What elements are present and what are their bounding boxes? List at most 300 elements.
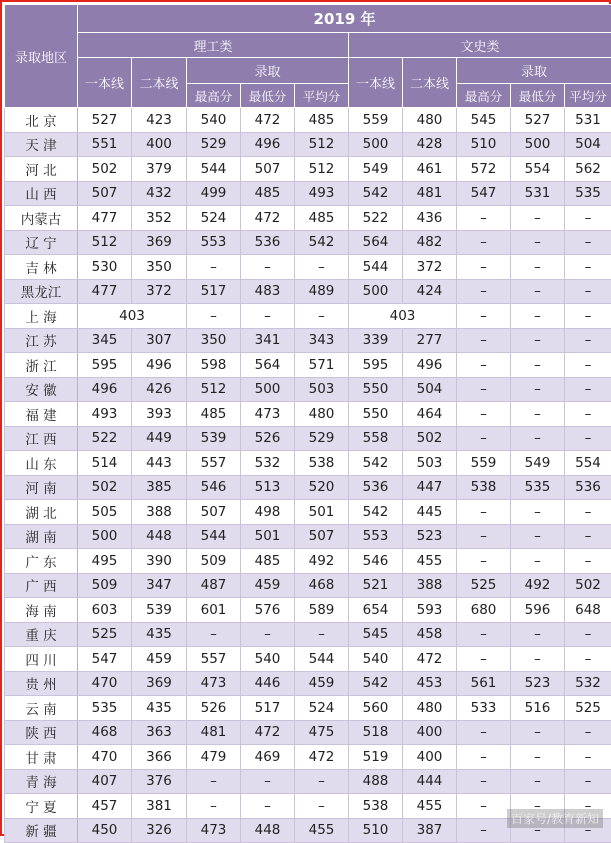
science-score-cell: 485 [241, 549, 295, 574]
arts-score-cell: 554 [511, 157, 565, 182]
science-score-cell: 603 [78, 598, 132, 623]
science-score-cell: 564 [241, 353, 295, 378]
arts-score-cell: 518 [349, 720, 403, 745]
arts-score-cell: 492 [511, 573, 565, 598]
arts-score-cell: 504 [403, 377, 457, 402]
science-score-cell: 432 [132, 181, 187, 206]
arts-score-cell: 400 [403, 745, 457, 770]
science-score-cell: 514 [78, 451, 132, 476]
science-score-cell: 492 [295, 549, 349, 574]
table-row [5, 426, 611, 451]
arts-score-cell: – [457, 745, 511, 770]
table-row [5, 524, 611, 549]
science-max-header: 最高分 [187, 84, 241, 108]
arts-merged-line-cell: 403 [349, 304, 457, 329]
region-cell: 湖 南 [5, 524, 78, 549]
admission-score-table [4, 4, 611, 843]
science-score-cell: 507 [241, 157, 295, 182]
arts-score-cell: 461 [403, 157, 457, 182]
arts-score-cell: 531 [511, 181, 565, 206]
arts-score-cell: – [565, 402, 611, 427]
arts-score-cell: 453 [403, 671, 457, 696]
science-score-cell: – [295, 622, 349, 647]
science-score-cell: – [241, 769, 295, 794]
arts-score-cell: 596 [511, 598, 565, 623]
science-score-cell: 522 [78, 426, 132, 451]
arts-score-cell: 559 [349, 108, 403, 133]
science-score-cell: 493 [295, 181, 349, 206]
arts-score-cell: – [511, 426, 565, 451]
science-score-cell: 540 [187, 108, 241, 133]
arts-score-cell: – [457, 206, 511, 231]
arts-score-cell: – [511, 206, 565, 231]
arts-score-cell: – [565, 622, 611, 647]
science-score-cell: 544 [187, 524, 241, 549]
arts-score-cell: – [511, 255, 565, 280]
arts-score-cell: – [511, 500, 565, 525]
science-score-cell: 525 [78, 622, 132, 647]
watermark: 百家号/教育新知 [507, 809, 603, 828]
science-score-cell: 468 [295, 573, 349, 598]
arts-score-cell: 522 [349, 206, 403, 231]
science-merged-line-cell: 403 [78, 304, 187, 329]
science-score-cell: 498 [241, 500, 295, 525]
arts-score-cell: 436 [403, 206, 457, 231]
science-score-cell: 571 [295, 353, 349, 378]
science-score-cell: 500 [78, 524, 132, 549]
science-score-cell: 376 [132, 769, 187, 794]
science-score-cell: 489 [295, 279, 349, 304]
arts-score-cell: 549 [511, 451, 565, 476]
region-cell: 广 西 [5, 573, 78, 598]
arts-score-cell: 510 [457, 132, 511, 157]
science-score-cell: – [295, 794, 349, 819]
science-score-cell: 472 [241, 108, 295, 133]
region-cell: 江 西 [5, 426, 78, 451]
arts-score-cell: 521 [349, 573, 403, 598]
science-score-cell: – [187, 255, 241, 280]
arts-score-cell: 503 [403, 451, 457, 476]
science-score-cell: 350 [132, 255, 187, 280]
arts-score-cell: 510 [349, 818, 403, 843]
table-row [5, 671, 611, 696]
arts-score-cell: 536 [565, 475, 611, 500]
table-row [5, 475, 611, 500]
science-score-cell: 457 [78, 794, 132, 819]
science-score-cell: 512 [78, 230, 132, 255]
science-score-cell: 589 [295, 598, 349, 623]
arts-score-cell: – [511, 769, 565, 794]
arts-score-cell: 545 [349, 622, 403, 647]
arts-score-cell: 648 [565, 598, 611, 623]
arts-score-cell: – [565, 647, 611, 672]
science-score-cell: 530 [78, 255, 132, 280]
arts-tier2-header: 二本线 [403, 58, 457, 108]
table-row [5, 647, 611, 672]
arts-score-cell: 400 [403, 720, 457, 745]
science-score-cell: – [187, 769, 241, 794]
arts-score-cell: 464 [403, 402, 457, 427]
science-score-cell: 601 [187, 598, 241, 623]
science-score-cell: 517 [187, 279, 241, 304]
arts-score-cell: 523 [403, 524, 457, 549]
science-score-cell: 350 [187, 328, 241, 353]
arts-score-cell: 538 [349, 794, 403, 819]
science-score-cell: 426 [132, 377, 187, 402]
region-cell: 黑龙江 [5, 279, 78, 304]
science-score-cell: 507 [78, 181, 132, 206]
arts-score-cell: 542 [349, 671, 403, 696]
science-score-cell: 459 [241, 573, 295, 598]
science-score-cell: 540 [241, 647, 295, 672]
science-score-cell: 535 [78, 696, 132, 721]
science-score-cell: 363 [132, 720, 187, 745]
arts-score-cell: 562 [565, 157, 611, 182]
arts-score-cell: – [457, 720, 511, 745]
science-score-cell: – [295, 304, 349, 329]
science-score-cell: 446 [241, 671, 295, 696]
science-score-cell: 544 [295, 647, 349, 672]
arts-score-cell: 559 [457, 451, 511, 476]
science-score-cell: – [295, 769, 349, 794]
region-cell: 青 海 [5, 769, 78, 794]
science-score-cell: 400 [132, 132, 187, 157]
table-row [5, 745, 611, 770]
arts-score-cell: 564 [349, 230, 403, 255]
arts-score-cell: – [565, 255, 611, 280]
science-score-cell: – [241, 622, 295, 647]
arts-score-cell: – [457, 794, 511, 819]
region-cell: 新 疆 [5, 818, 78, 843]
arts-score-cell: 535 [511, 475, 565, 500]
table-row [5, 255, 611, 280]
science-score-cell: 455 [295, 818, 349, 843]
science-score-cell: 485 [241, 181, 295, 206]
arts-score-cell: 654 [349, 598, 403, 623]
arts-score-cell: 536 [349, 475, 403, 500]
science-score-cell: 449 [132, 426, 187, 451]
science-score-cell: 557 [187, 451, 241, 476]
arts-score-cell: – [565, 745, 611, 770]
science-group-header: 理工类 [78, 33, 349, 58]
science-score-cell: 512 [187, 377, 241, 402]
arts-score-cell: – [511, 720, 565, 745]
arts-score-cell: – [511, 549, 565, 574]
science-score-cell: 524 [295, 696, 349, 721]
arts-score-cell: – [457, 230, 511, 255]
arts-score-cell: – [511, 794, 565, 819]
table-row [5, 769, 611, 794]
arts-score-cell: 593 [403, 598, 457, 623]
arts-score-cell: – [511, 377, 565, 402]
arts-score-cell: 480 [403, 108, 457, 133]
arts-score-cell: – [457, 818, 511, 843]
arts-score-cell: – [565, 304, 611, 329]
science-score-cell: 595 [78, 353, 132, 378]
arts-admission-header: 录取 [457, 58, 611, 84]
arts-score-cell: 481 [403, 181, 457, 206]
arts-score-cell: – [457, 304, 511, 329]
science-score-cell: 526 [241, 426, 295, 451]
region-cell: 内蒙古 [5, 206, 78, 231]
science-score-cell: 472 [241, 206, 295, 231]
arts-score-cell: – [457, 769, 511, 794]
science-score-cell: 547 [78, 647, 132, 672]
region-cell: 湖 北 [5, 500, 78, 525]
region-cell: 上 海 [5, 304, 78, 329]
arts-score-cell: – [457, 328, 511, 353]
science-score-cell: 496 [78, 377, 132, 402]
arts-score-cell: – [565, 500, 611, 525]
science-score-cell: 459 [295, 671, 349, 696]
region-cell: 陕 西 [5, 720, 78, 745]
science-score-cell: 307 [132, 328, 187, 353]
arts-score-cell: – [565, 377, 611, 402]
arts-score-cell: 531 [565, 108, 611, 133]
science-score-cell: 407 [78, 769, 132, 794]
region-cell: 四 川 [5, 647, 78, 672]
table-body [5, 108, 611, 843]
science-score-cell: 472 [241, 720, 295, 745]
science-score-cell: 502 [78, 475, 132, 500]
table-row [5, 696, 611, 721]
science-score-cell: 443 [132, 451, 187, 476]
arts-score-cell: 595 [349, 353, 403, 378]
arts-score-cell: 500 [349, 132, 403, 157]
table-row [5, 573, 611, 598]
science-score-cell: 499 [187, 181, 241, 206]
arts-group-header: 文史类 [349, 33, 611, 58]
arts-score-cell: 572 [457, 157, 511, 182]
science-score-cell: 448 [241, 818, 295, 843]
arts-score-cell: 480 [403, 696, 457, 721]
arts-score-cell: 277 [403, 328, 457, 353]
science-score-cell: 500 [241, 377, 295, 402]
arts-score-cell: – [511, 353, 565, 378]
arts-score-cell: – [511, 328, 565, 353]
arts-score-cell: – [511, 279, 565, 304]
science-score-cell: 493 [78, 402, 132, 427]
science-min-header: 最低分 [241, 84, 295, 108]
science-score-cell: 480 [295, 402, 349, 427]
arts-score-cell: – [457, 524, 511, 549]
arts-score-cell: 547 [457, 181, 511, 206]
science-score-cell: 341 [241, 328, 295, 353]
table-row [5, 132, 611, 157]
arts-score-cell: 680 [457, 598, 511, 623]
science-score-cell: 481 [187, 720, 241, 745]
science-tier2-header: 二本线 [132, 58, 187, 108]
region-cell: 浙 江 [5, 353, 78, 378]
science-score-cell: 472 [295, 745, 349, 770]
science-score-cell: 326 [132, 818, 187, 843]
arts-score-cell: – [565, 279, 611, 304]
arts-score-cell: 502 [565, 573, 611, 598]
arts-score-cell: 542 [349, 451, 403, 476]
science-score-cell: 496 [241, 132, 295, 157]
region-cell: 重 庆 [5, 622, 78, 647]
science-score-cell: 495 [78, 549, 132, 574]
table-row [5, 230, 611, 255]
science-score-cell: 512 [295, 132, 349, 157]
science-score-cell: 470 [78, 671, 132, 696]
table-row [5, 304, 611, 329]
arts-score-cell: – [565, 818, 611, 843]
year-header: 2019 年 [78, 5, 611, 33]
table-row [5, 181, 611, 206]
arts-score-cell: – [457, 402, 511, 427]
arts-score-cell: – [457, 426, 511, 451]
science-score-cell: 483 [241, 279, 295, 304]
science-score-cell: 372 [132, 279, 187, 304]
science-score-cell: 473 [241, 402, 295, 427]
science-score-cell: 544 [187, 157, 241, 182]
region-cell: 贵 州 [5, 671, 78, 696]
arts-score-cell: 538 [457, 475, 511, 500]
table-row [5, 377, 611, 402]
arts-tier1-header: 一本线 [349, 58, 403, 108]
arts-score-cell: – [511, 304, 565, 329]
arts-score-cell: 561 [457, 671, 511, 696]
region-column-header: 录取地区 [5, 5, 78, 108]
arts-score-cell: 339 [349, 328, 403, 353]
science-score-cell: 539 [187, 426, 241, 451]
science-score-cell: 509 [78, 573, 132, 598]
arts-score-cell: 553 [349, 524, 403, 549]
science-score-cell: 393 [132, 402, 187, 427]
arts-score-cell: – [511, 402, 565, 427]
arts-score-cell: – [457, 647, 511, 672]
arts-score-cell: – [565, 524, 611, 549]
science-score-cell: 485 [295, 108, 349, 133]
science-score-cell: 381 [132, 794, 187, 819]
science-score-cell: – [241, 255, 295, 280]
arts-score-cell: 523 [511, 671, 565, 696]
arts-score-cell: – [565, 549, 611, 574]
region-cell: 江 苏 [5, 328, 78, 353]
arts-score-cell: 525 [565, 696, 611, 721]
science-score-cell: 345 [78, 328, 132, 353]
region-cell: 河 南 [5, 475, 78, 500]
region-cell: 山 西 [5, 181, 78, 206]
arts-score-cell: – [511, 745, 565, 770]
region-cell: 海 南 [5, 598, 78, 623]
science-score-cell: 459 [132, 647, 187, 672]
region-cell: 吉 林 [5, 255, 78, 280]
science-score-cell: 469 [241, 745, 295, 770]
science-score-cell: 539 [132, 598, 187, 623]
arts-score-cell: – [457, 622, 511, 647]
science-score-cell: 385 [132, 475, 187, 500]
science-tier1-header: 一本线 [78, 58, 132, 108]
arts-score-cell: 533 [457, 696, 511, 721]
region-cell: 辽 宁 [5, 230, 78, 255]
arts-avg-header: 平均分 [565, 84, 611, 108]
arts-score-cell: 550 [349, 402, 403, 427]
science-score-cell: 496 [132, 353, 187, 378]
science-score-cell: 529 [187, 132, 241, 157]
science-score-cell: 388 [132, 500, 187, 525]
arts-score-cell: – [565, 794, 611, 819]
science-score-cell: 524 [187, 206, 241, 231]
science-score-cell: 369 [132, 230, 187, 255]
arts-score-cell: 500 [349, 279, 403, 304]
arts-score-cell: 428 [403, 132, 457, 157]
science-score-cell: 366 [132, 745, 187, 770]
table-row [5, 206, 611, 231]
science-score-cell: – [295, 255, 349, 280]
science-score-cell: 501 [241, 524, 295, 549]
arts-score-cell: – [511, 647, 565, 672]
science-score-cell: 450 [78, 818, 132, 843]
table-row [5, 328, 611, 353]
arts-score-cell: 445 [403, 500, 457, 525]
table-row [5, 353, 611, 378]
region-cell: 福 建 [5, 402, 78, 427]
arts-score-cell: – [511, 230, 565, 255]
science-score-cell: 352 [132, 206, 187, 231]
arts-score-cell: – [457, 255, 511, 280]
arts-score-cell: 458 [403, 622, 457, 647]
arts-score-cell: 387 [403, 818, 457, 843]
arts-score-cell: 372 [403, 255, 457, 280]
arts-score-cell: – [565, 328, 611, 353]
science-score-cell: – [241, 304, 295, 329]
region-cell: 云 南 [5, 696, 78, 721]
science-score-cell: 473 [187, 671, 241, 696]
arts-score-cell: 424 [403, 279, 457, 304]
region-cell: 河 北 [5, 157, 78, 182]
science-score-cell: 477 [78, 206, 132, 231]
region-cell: 宁 夏 [5, 794, 78, 819]
table-row [5, 451, 611, 476]
science-score-cell: 542 [295, 230, 349, 255]
science-score-cell: 435 [132, 696, 187, 721]
science-score-cell: 470 [78, 745, 132, 770]
science-score-cell: – [187, 304, 241, 329]
arts-score-cell: – [565, 426, 611, 451]
science-score-cell: 527 [78, 108, 132, 133]
arts-score-cell: – [565, 206, 611, 231]
arts-score-cell: 542 [349, 500, 403, 525]
arts-score-cell: 516 [511, 696, 565, 721]
science-score-cell: 485 [295, 206, 349, 231]
arts-score-cell: – [565, 769, 611, 794]
table-row [5, 549, 611, 574]
arts-score-cell: 549 [349, 157, 403, 182]
arts-score-cell: 444 [403, 769, 457, 794]
science-score-cell: 538 [295, 451, 349, 476]
arts-score-cell: 500 [511, 132, 565, 157]
science-score-cell: 343 [295, 328, 349, 353]
science-score-cell: 502 [78, 157, 132, 182]
arts-score-cell: – [511, 622, 565, 647]
science-score-cell: 553 [187, 230, 241, 255]
arts-score-cell: – [565, 720, 611, 745]
arts-score-cell: 560 [349, 696, 403, 721]
science-score-cell: 435 [132, 622, 187, 647]
science-score-cell: 509 [187, 549, 241, 574]
arts-score-cell: – [565, 353, 611, 378]
region-cell: 北 京 [5, 108, 78, 133]
arts-score-cell: 554 [565, 451, 611, 476]
science-score-cell: 347 [132, 573, 187, 598]
arts-score-cell: 482 [403, 230, 457, 255]
science-score-cell: 557 [187, 647, 241, 672]
science-score-cell: 503 [295, 377, 349, 402]
science-score-cell: 473 [187, 818, 241, 843]
arts-score-cell: – [511, 524, 565, 549]
